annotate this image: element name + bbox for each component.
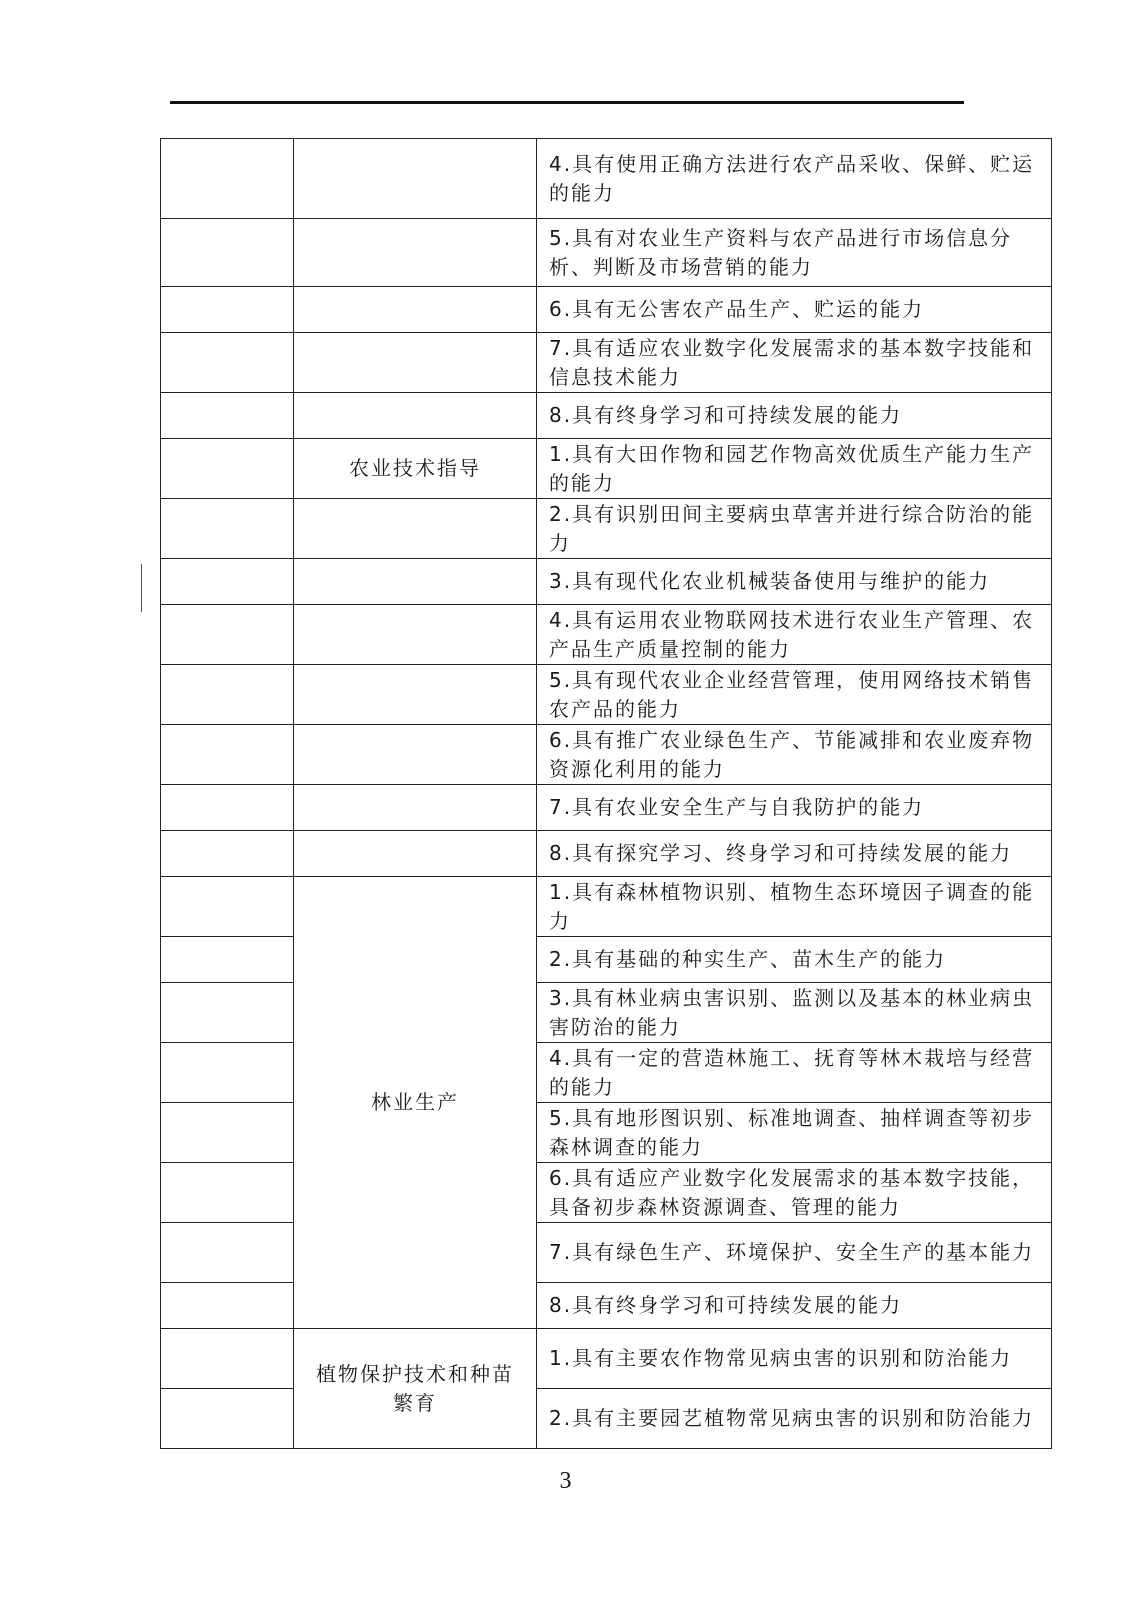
table-row	[161, 877, 1052, 937]
table-row	[161, 665, 1052, 725]
index-cell	[161, 1389, 294, 1449]
index-cell	[161, 831, 294, 877]
table-row	[161, 559, 1052, 605]
ability-cell: 7.具有适应农业数字化发展需求的基本数字技能和信息技术能力	[537, 333, 1052, 393]
area-cell	[294, 393, 537, 439]
area-cell	[294, 665, 537, 725]
ability-table	[160, 138, 1052, 1449]
index-cell	[161, 605, 294, 665]
ability-cell: 5.具有对农业生产资料与农产品进行市场信息分析、判断及市场营销的能力	[537, 219, 1052, 287]
index-cell	[161, 1283, 294, 1329]
index-cell	[161, 665, 294, 725]
ability-cell: 3.具有现代化农业机械装备使用与维护的能力	[537, 559, 1052, 605]
index-cell	[161, 287, 294, 333]
table-row	[161, 605, 1052, 665]
index-cell	[161, 877, 294, 937]
area-label-forestry: 林业生产	[371, 1090, 459, 1114]
index-cell	[161, 333, 294, 393]
ability-cell: 3.具有林业病虫害识别、监测以及基本的林业病虫害防治的能力	[537, 983, 1052, 1043]
ability-cell: 2.具有主要园艺植物常见病虫害的识别和防治能力	[537, 1389, 1052, 1449]
ability-cell: 2.具有基础的种实生产、苗木生产的能力	[537, 937, 1052, 983]
table-row	[161, 333, 1052, 393]
table-row	[161, 219, 1052, 287]
table-row	[161, 831, 1052, 877]
table-row	[161, 1329, 1052, 1389]
index-cell	[161, 1329, 294, 1389]
index-cell	[161, 1223, 294, 1283]
ability-cell: 4.具有运用农业物联网技术进行农业生产管理、农产品生产质量控制的能力	[537, 605, 1052, 665]
ability-cell: 8.具有终身学习和可持续发展的能力	[537, 1283, 1052, 1329]
table-row	[161, 139, 1052, 219]
index-cell	[161, 725, 294, 785]
table-row	[161, 725, 1052, 785]
area-cell	[294, 831, 537, 877]
area-label-agri-tech: 农业技术指导	[349, 456, 481, 480]
table-row	[161, 287, 1052, 333]
ability-cell: 8.具有终身学习和可持续发展的能力	[537, 393, 1052, 439]
index-cell	[161, 1103, 294, 1163]
index-cell	[161, 1163, 294, 1223]
header-rule	[170, 101, 964, 104]
area-label-plant-protection: 植物保护技术和种苗繁育	[316, 1361, 514, 1415]
ability-cell: 7.具有农业安全生产与自我防护的能力	[537, 785, 1052, 831]
index-cell	[161, 785, 294, 831]
area-cell	[294, 605, 537, 665]
index-cell	[161, 499, 294, 559]
index-cell	[161, 219, 294, 287]
ability-cell: 7.具有绿色生产、环境保护、安全生产的基本能力	[537, 1223, 1052, 1283]
page-number: 3	[559, 1468, 572, 1494]
table-row	[161, 439, 1052, 499]
area-cell	[294, 439, 537, 499]
ability-cell: 2.具有识别田间主要病虫草害并进行综合防治的能力	[537, 499, 1052, 559]
ability-cell: 6.具有推广农业绿色生产、节能减排和农业废弃物资源化利用的能力	[537, 725, 1052, 785]
index-cell	[161, 937, 294, 983]
ability-cell: 1.具有主要农作物常见病虫害的识别和防治能力	[537, 1329, 1052, 1389]
ability-cell: 5.具有地形图识别、标准地调查、抽样调查等初步森林调查的能力	[537, 1103, 1052, 1163]
table-row	[161, 393, 1052, 439]
area-cell	[294, 287, 537, 333]
index-cell	[161, 439, 294, 499]
area-cell	[294, 139, 537, 219]
index-cell	[161, 1043, 294, 1103]
index-cell	[161, 139, 294, 219]
margin-mark	[141, 564, 142, 612]
ability-cell: 6.具有无公害农产品生产、贮运的能力	[537, 287, 1052, 333]
ability-cell: 4.具有一定的营造林施工、抚育等林木栽培与经营的能力	[537, 1043, 1052, 1103]
ability-cell: 4.具有使用正确方法进行农产品采收、保鲜、贮运的能力	[537, 139, 1052, 219]
ability-cell: 1.具有森林植物识别、植物生态环境因子调查的能力	[537, 877, 1052, 937]
table-row	[161, 499, 1052, 559]
area-cell	[294, 1329, 537, 1449]
ability-cell: 6.具有适应产业数字化发展需求的基本数字技能，具备初步森林资源调查、管理的能力	[537, 1163, 1052, 1223]
area-cell	[294, 499, 537, 559]
ability-cell: 1.具有大田作物和园艺作物高效优质生产能力生产的能力	[537, 439, 1052, 499]
index-cell	[161, 983, 294, 1043]
area-cell	[294, 725, 537, 785]
ability-cell: 8.具有探究学习、终身学习和可持续发展的能力	[537, 831, 1052, 877]
table-row	[161, 785, 1052, 831]
area-cell	[294, 785, 537, 831]
index-cell	[161, 559, 294, 605]
area-cell	[294, 877, 537, 1329]
area-cell	[294, 559, 537, 605]
area-cell	[294, 333, 537, 393]
index-cell	[161, 393, 294, 439]
area-cell	[294, 219, 537, 287]
ability-cell: 5.具有现代农业企业经营管理，使用网络技术销售农产品的能力	[537, 665, 1052, 725]
